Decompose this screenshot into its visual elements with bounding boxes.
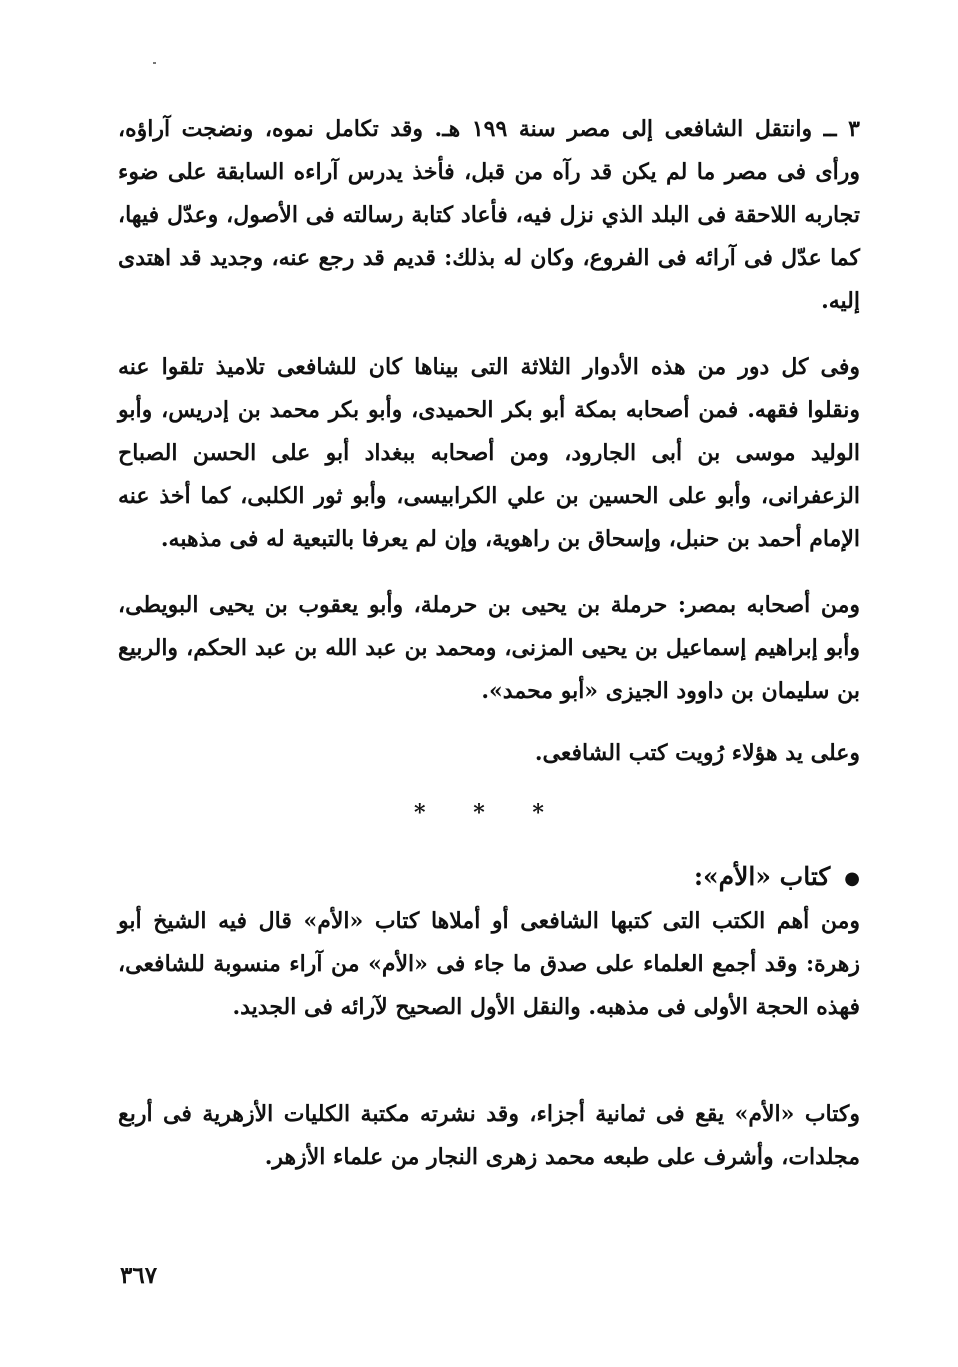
page-number: ٣٦٧: [120, 1262, 158, 1289]
separator-star-icon: *: [414, 800, 426, 826]
paragraph-shafii-egypt: ٣ ــ وانتقل الشافعى إلى مصر سنة ١٩٩ هـ. وقد تكامل نموه، ونضجت آراؤه، ورأى فى مصر ما لم يكن قد رآه من قبل، فأخذ يدرس آراءه السابقة على ضوء تجاربه اللاحقة فى البلد الذي نزل فيه، فأعاد كتابة رسالته فى الأصول، وعدّل فيها، كما عدّل فى آرائه فى الفروع، وكان له بذلك: قديم قد رجع عنه، وجديد قد اهتدى إليه.: [118, 116, 860, 314]
separator-star-icon: *: [532, 800, 544, 826]
bullet-icon: ●: [844, 868, 860, 889]
section-separator: [0, 800, 958, 826]
section-heading: [118, 855, 860, 900]
separator-star-icon: *: [473, 800, 485, 826]
section-title: كتاب «الأم»:: [693, 862, 831, 891]
paragraph-students: وفى كل دور من هذه الأدوار الثلاثة التى بيناها كان للشافعى تلاميذ تلقوا عنه ونقلوا فقهه. فمن أصحابه بمكة أبو بكر الحميدى، وأبو بكر محمد بن إدريس، وأبو الوليد موسى بن أبى الجارود، ومن أصحابه ببغداد أبو على الحسن الصباح الزعفرانى، وأبو على الحسين بن علي الكرابيسى، وأبو ثور الكلبى، كما أخذ عنه الإمام أحمد بن حنبل، وإسحاق بن راهوية، وإن لم يعرفا بالتبعية له فى مذهبه.: [118, 354, 860, 552]
paragraph-al-umm-edition: وكتاب «الأم» يقع فى ثمانية أجزاء، وقد نشرته مكتبة الكليات الأزهرية فى أربع مجلدات، وأشرف على طبعه محمد زهرى النجار من علماء الأزهر.: [118, 1101, 860, 1170]
paragraph-narrators: وعلى يد هؤلاء رُويت كتب الشافعى.: [534, 740, 860, 766]
paragraph-al-umm-importance: ومن أهم الكتب التى كتبها الشافعى أو أملاها كتاب «الأم» قال فيه الشيخ أبو زهرة: وقد أجمع العلماء على صدق ما جاء فى «الأم» من آراء منسوبة للشافعى، فهذه الحجة الأولى فى مذهبه. والنقل الأول الصحيح لآرائه فى الجديد.: [118, 908, 860, 1020]
scan-speck: [153, 62, 156, 64]
paragraph-egypt-companions: ومن أصحابه بمصر: حرملة بن يحيى بن حرملة، وأبو يعقوب بن يحيى البويطى، وأبو إبراهيم إسماعيل بن يحيى المزنى، ومحمد بن عبد الله بن عبد الحكم، والربيع بن سليمان بن داوود الجيزى «أبو محمد».: [118, 592, 860, 704]
